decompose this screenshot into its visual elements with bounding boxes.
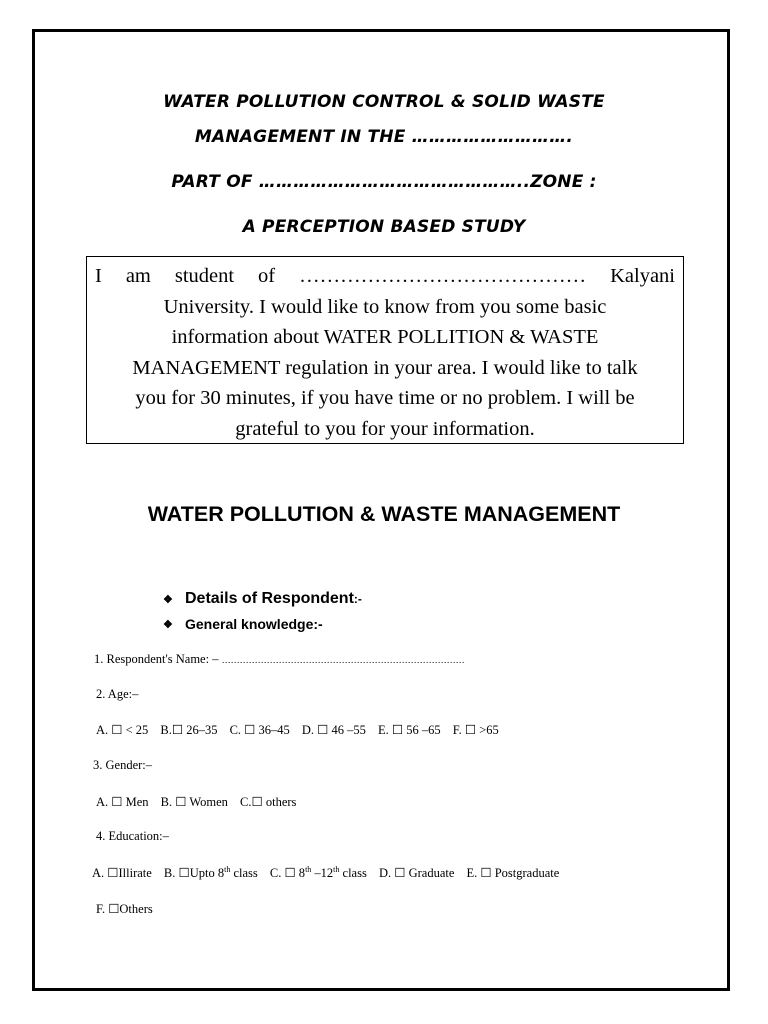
option-text: class <box>230 866 258 881</box>
question-gender: 3. Gender:– <box>93 758 153 772</box>
title-line-4: A PERCEPTION BASED STUDY <box>242 217 526 237</box>
education-option-8th-12th[interactable] <box>270 866 367 880</box>
bullet-label: Details of Respondent <box>185 590 354 607</box>
option-text: B. ☐Upto 8 <box>163 866 225 881</box>
option-text: –12 <box>311 866 334 881</box>
intro-line-5: you for 30 minutes, if you have time or no problem. I will be <box>135 387 635 409</box>
intro-line-4: MANAGEMENT regulation in your area. I would like to talk <box>132 356 638 379</box>
gender-options <box>96 794 305 810</box>
gender-option-others[interactable]: C.☐ others <box>240 795 297 809</box>
superscript: th <box>224 865 231 874</box>
gender-option-women[interactable]: B. ☐ Women <box>160 795 228 809</box>
bullet-label: General knowledge:- <box>185 616 323 632</box>
intro-line-1: I am student of …………………………………… Kalyani <box>95 265 675 287</box>
education-option-postgraduate[interactable]: E. ☐ Postgraduate <box>466 866 560 881</box>
education-options <box>92 865 568 881</box>
education-option-upto-8th[interactable] <box>164 866 258 880</box>
option-text: C. ☐ 8 <box>269 866 306 881</box>
age-option-26-35[interactable]: B.☐ 26–35 <box>160 723 218 737</box>
diamond-bullet-icon: ❖ <box>163 593 173 606</box>
bullet-details-of-respondent <box>163 590 362 608</box>
option-text: class <box>339 866 367 881</box>
age-option-36-45[interactable]: C. ☐ 36–45 <box>229 723 290 737</box>
education-option-illiterate[interactable]: A. ☐Illirate <box>92 866 152 881</box>
age-option-over-65[interactable]: F. ☐ >65 <box>452 723 499 737</box>
question-age: 2. Age:– <box>96 687 139 701</box>
bullet-general-knowledge <box>163 616 323 632</box>
intro-line-3: information about WATER POLLITION & WASTE <box>171 326 599 348</box>
title-line-2: MANAGEMENT IN THE ………………………. <box>194 127 574 147</box>
intro-line-2: University. I would like to know from you some basic <box>163 295 607 318</box>
education-option-others[interactable]: F. ☐Others <box>96 902 153 916</box>
superscript: th <box>333 865 340 874</box>
intro-box <box>86 256 684 444</box>
question-label: 1. Respondent's Name: – <box>94 652 219 666</box>
bullet-suffix: :- <box>353 592 362 606</box>
gender-option-men[interactable]: A. ☐ Men <box>96 795 149 809</box>
age-option-56-65[interactable]: E. ☐ 56 –65 <box>378 723 441 737</box>
age-options <box>96 722 508 738</box>
question-respondent-name <box>94 652 465 667</box>
age-option-under-25[interactable]: A. ☐ < 25 <box>96 723 149 737</box>
superscript: th <box>305 865 312 874</box>
question-education: 4. Education:– <box>96 829 169 843</box>
age-option-46-55[interactable]: D. ☐ 46 –55 <box>301 723 366 737</box>
answer-line[interactable]: ……………………………………………………………………… <box>221 655 465 665</box>
intro-line-6: grateful to you for your information. <box>235 417 535 440</box>
section-heading: WATER POLLUTION & WASTE MANAGEMENT <box>147 502 621 526</box>
diamond-bullet-icon: ❖ <box>163 618 173 631</box>
title-line-3: PART OF ………………………………………..ZONE : <box>171 172 597 192</box>
title-line-1: WATER POLLUTION CONTROL & SOLID WASTE <box>163 92 605 112</box>
education-option-graduate[interactable]: D. ☐ Graduate <box>378 866 455 881</box>
